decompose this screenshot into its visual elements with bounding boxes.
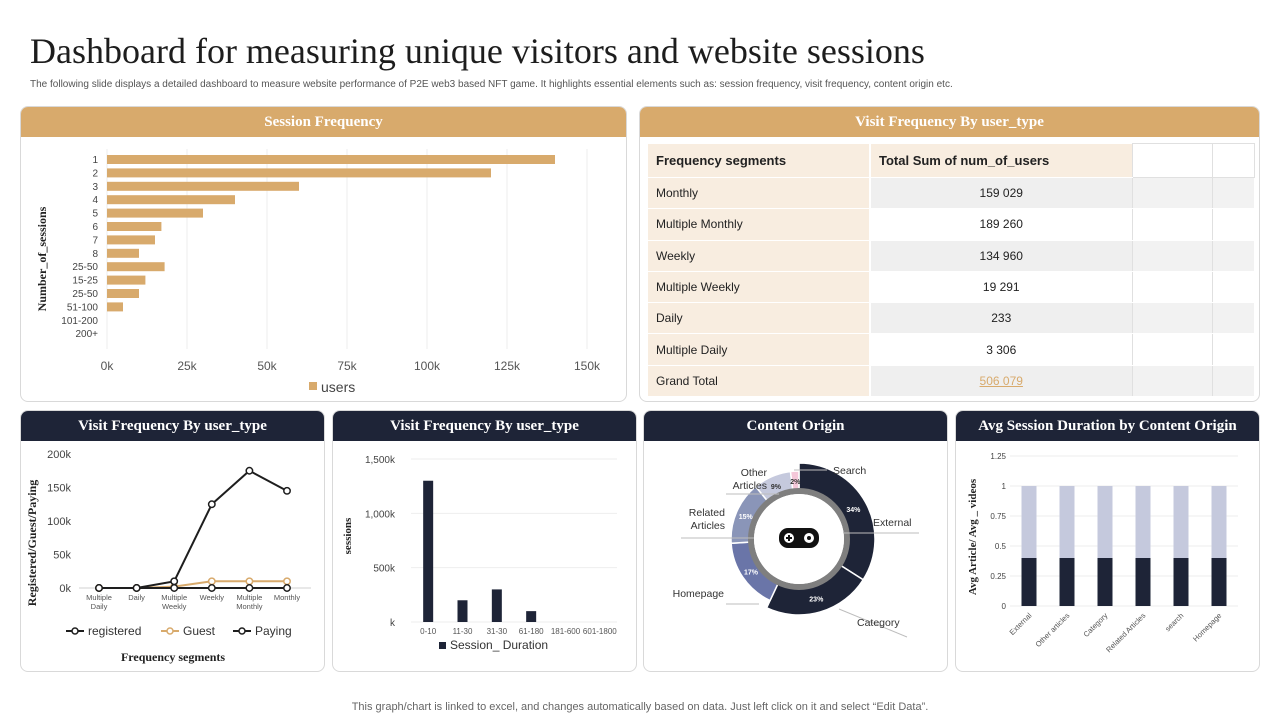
slice-label: Related (688, 507, 725, 519)
x-axis-label: Frequency segments (120, 650, 226, 664)
slice-label: Category (857, 617, 900, 629)
visit-frequency-line-panel (20, 410, 325, 672)
table-row (648, 240, 1254, 271)
table-cell-segment: Monthly (648, 178, 870, 209)
table-row (648, 303, 1254, 334)
data-point (209, 585, 215, 591)
legend-label: Guest (183, 624, 216, 638)
table-row (648, 271, 1254, 302)
x-tick-label: 25k (177, 359, 197, 373)
avg-session-duration-title: Avg Session Duration by Content Origin (956, 411, 1259, 441)
y-tick-label: 1 (92, 155, 98, 166)
x-tick-label: Monthly (236, 602, 263, 611)
bar-segment (1098, 486, 1113, 558)
table-cell-empty (1212, 209, 1254, 240)
bar (107, 168, 491, 177)
table-header-empty (1212, 144, 1254, 178)
visit-frequency-table-panel (639, 106, 1260, 402)
bar (107, 182, 299, 191)
table-cell-value: 233 (870, 303, 1132, 334)
slice-percent-label: 2% (790, 479, 801, 487)
bar-segment (1212, 486, 1227, 558)
session-duration-chart[interactable] (333, 441, 637, 672)
data-point (209, 501, 215, 507)
visit-frequency-table-title: Visit Frequency By user_type (640, 107, 1259, 137)
x-tick-label: Multiple (236, 593, 263, 602)
data-point (96, 585, 102, 591)
y-tick-label: 6 (92, 222, 98, 233)
x-tick-label: 125k (493, 359, 521, 373)
legend-label: users (321, 379, 356, 395)
x-tick-label: Multiple (161, 593, 188, 602)
table-cell-empty (1212, 271, 1254, 302)
grand-total-link[interactable]: 506 079 (979, 373, 1023, 388)
y-tick-label: 200k (47, 449, 71, 461)
session-duration-title: Visit Frequency By user_type (333, 411, 636, 441)
slice-percent-label: 9% (770, 483, 782, 491)
x-tick-label: 31-30 (486, 627, 508, 636)
table-cell-segment: Multiple Weekly (648, 271, 870, 302)
data-point (246, 585, 252, 591)
data-point (133, 585, 139, 591)
y-tick-label: 200+ (75, 329, 98, 341)
data-point (246, 578, 252, 584)
session-frequency-chart[interactable] (21, 137, 627, 402)
x-tick-label: 0-10 (420, 627, 437, 636)
x-tick-label: Weekly (161, 602, 187, 611)
legend-label: registered (88, 624, 142, 638)
gamepad-dpad (788, 535, 790, 541)
data-point (284, 488, 290, 494)
x-tick-label: Monthly (273, 593, 301, 602)
y-tick-label: 100k (47, 516, 71, 528)
y-tick-label: 25-50 (72, 289, 98, 300)
bar-segment (1212, 558, 1227, 606)
bar-segment (1136, 558, 1151, 606)
data-point (171, 578, 177, 584)
slice-label: Articles (690, 520, 725, 532)
y-tick-label: 0k (59, 583, 71, 595)
x-tick-label: Related Articles (1104, 611, 1148, 655)
y-axis-label: Registered/Guest/Paying (25, 479, 39, 607)
avg-session-duration-panel (955, 410, 1260, 672)
legend-swatch (439, 642, 446, 649)
table-cell-value: 134 960 (870, 240, 1132, 271)
y-axis-label: sessions (342, 517, 354, 555)
table-cell-empty (1132, 303, 1212, 334)
page-subtitle: The following slide displays a detailed dashboard to measure website performance of P2E web3 based NFT game. It highlights essential elements such as: session frequency, visit frequency, content origin etc. (30, 79, 953, 90)
bar (458, 600, 468, 622)
table-cell-value: 189 260 (870, 209, 1132, 240)
gamepad-icon (779, 528, 819, 548)
bar (107, 235, 155, 244)
y-tick-label: 0.25 (990, 572, 1006, 581)
y-tick-label: 500k (373, 563, 395, 575)
x-tick-label: Daily (90, 602, 108, 611)
bar (107, 302, 123, 311)
grand-total-label: Grand Total (648, 365, 870, 396)
slice-percent-label: 34% (846, 507, 861, 515)
y-tick-label: 0.75 (990, 512, 1006, 521)
x-tick-label: External (1007, 611, 1034, 637)
x-tick-label: 0k (100, 359, 114, 373)
table-header-row (648, 144, 1254, 178)
page-title: Dashboard for measuring unique visitors and website sessions (30, 31, 925, 71)
y-tick-label: 50k (53, 549, 71, 562)
content-origin-chart[interactable] (644, 441, 948, 672)
bar (107, 276, 145, 285)
grand-total-value[interactable] (870, 365, 1132, 396)
x-tick-label: 150k (573, 359, 601, 373)
y-tick-label: 2 (92, 168, 98, 180)
y-tick-label: k (390, 618, 395, 629)
table-cell-empty (1132, 209, 1212, 240)
y-axis-label: Avg Article/ Avg _ videos (967, 478, 979, 596)
footer-note: This graph/chart is linked to excel, and changes automatically based on data. Just left click on it and select “Edit Data”. (351, 701, 929, 713)
slice-label: Homepage (672, 588, 724, 600)
y-tick-label: 4 (92, 195, 98, 207)
visit-frequency-table (648, 143, 1255, 397)
legend-swatch (309, 382, 317, 390)
y-tick-label: 150k (47, 482, 71, 495)
x-tick-label: Weekly (199, 593, 225, 602)
y-tick-label: 51-100 (66, 302, 98, 314)
y-tick-label: 1.25 (990, 452, 1006, 461)
table-cell-segment: Multiple Monthly (648, 209, 870, 240)
slice-percent-label: 17% (744, 569, 759, 577)
table-row (648, 334, 1254, 365)
x-tick-label: 75k (337, 359, 357, 373)
avg-session-duration-chart[interactable] (956, 441, 1260, 672)
table-cell-empty (1132, 271, 1212, 302)
slice-label: Search (833, 465, 867, 477)
table-header-empty (1132, 144, 1212, 178)
x-tick-label: 11-30 (452, 627, 473, 636)
bar-segment (1098, 558, 1113, 606)
data-point (209, 578, 215, 584)
bar-segment (1060, 558, 1075, 606)
legend-marker (239, 628, 245, 634)
slice-label: Other (740, 467, 767, 479)
legend-label: Session_ Duration (450, 638, 549, 652)
table-cell-empty (1212, 178, 1254, 209)
table-cell-value: 3 306 (870, 334, 1132, 365)
y-axis-label: Number_of_sessions (35, 206, 49, 312)
bar (107, 262, 165, 271)
table-cell-empty (1212, 303, 1254, 334)
data-point (171, 585, 177, 591)
y-tick-label: 101-200 (61, 315, 98, 327)
x-tick-label: search (1163, 611, 1186, 634)
gamepad-button (807, 536, 811, 540)
bar-segment (1174, 486, 1189, 558)
slice-label: External (873, 517, 912, 529)
bar (107, 222, 161, 231)
y-tick-label: 7 (92, 235, 98, 247)
table-header-segments: Frequency segments (648, 144, 870, 178)
content-origin-panel (643, 410, 948, 672)
x-tick-label: 601-1800 (582, 627, 617, 636)
content-origin-title: Content Origin (644, 411, 947, 441)
data-point (284, 585, 290, 591)
y-tick-label: 0 (1001, 602, 1006, 611)
visit-frequency-line-title: Visit Frequency By user_type (21, 411, 324, 441)
bar (107, 155, 555, 164)
x-tick-label: 100k (413, 359, 441, 373)
table-row-grand-total (648, 365, 1254, 396)
y-tick-label: 0.5 (994, 542, 1006, 551)
bar (107, 209, 203, 218)
visit-frequency-line-chart[interactable] (21, 441, 325, 672)
table-cell-segment: Weekly (648, 240, 870, 271)
data-point (284, 578, 290, 584)
table-cell-empty (1132, 334, 1212, 365)
table-cell-empty (1132, 240, 1212, 271)
session-frequency-panel (20, 106, 627, 402)
data-point (246, 468, 252, 474)
bar-segment (1060, 486, 1075, 558)
table-cell-empty (1132, 178, 1212, 209)
x-tick-label: Category (1081, 611, 1110, 639)
y-tick-label: 1 (1001, 482, 1006, 491)
legend-marker (72, 628, 78, 634)
slice-percent-label: 15% (738, 513, 753, 521)
slice-percent-label: 23% (809, 596, 824, 604)
table-cell-segment: Multiple Daily (648, 334, 870, 365)
bar-segment (1174, 558, 1189, 606)
table-cell-empty (1212, 365, 1254, 396)
x-tick-label: 181-600 (550, 627, 581, 636)
table-cell-segment: Daily (648, 303, 870, 334)
x-tick-label: Multiple (86, 593, 112, 602)
y-tick-label: 8 (92, 248, 98, 260)
x-tick-label: Other articles (1033, 611, 1072, 649)
bar-segment (1136, 486, 1151, 558)
table-cell-empty (1132, 365, 1212, 396)
legend-marker (167, 628, 173, 634)
x-tick-label: Daily (128, 593, 145, 602)
session-duration-panel (332, 410, 637, 672)
y-tick-label: 3 (92, 181, 98, 193)
y-tick-label: 5 (92, 208, 98, 220)
bar (107, 249, 139, 258)
series-line (99, 581, 287, 588)
bar (107, 195, 235, 204)
table-row (648, 178, 1254, 209)
table-header-total: Total Sum of num_of_users (870, 144, 1132, 178)
x-tick-label: 61-180 (518, 627, 544, 636)
table-cell-empty (1212, 240, 1254, 271)
session-frequency-title: Session Frequency (21, 107, 626, 137)
bar (492, 589, 502, 622)
series-line (99, 471, 287, 588)
bar-segment (1022, 486, 1037, 558)
y-tick-label: 1,500k (364, 455, 395, 466)
table-cell-value: 159 029 (870, 178, 1132, 209)
x-tick-label: 50k (257, 359, 277, 373)
bar (107, 289, 139, 298)
legend-label: Paying (255, 624, 292, 638)
x-tick-label: Homepage (1191, 611, 1224, 644)
table-row (648, 209, 1254, 240)
y-tick-label: 1,000k (364, 509, 395, 521)
bar (423, 481, 433, 622)
bar-segment (1022, 558, 1037, 606)
bar (526, 611, 536, 622)
table-cell-empty (1212, 334, 1254, 365)
table-cell-value: 19 291 (870, 271, 1132, 302)
y-tick-label: 15-25 (72, 275, 98, 287)
y-tick-label: 25-50 (72, 262, 98, 274)
slice-label: Articles (732, 480, 767, 492)
